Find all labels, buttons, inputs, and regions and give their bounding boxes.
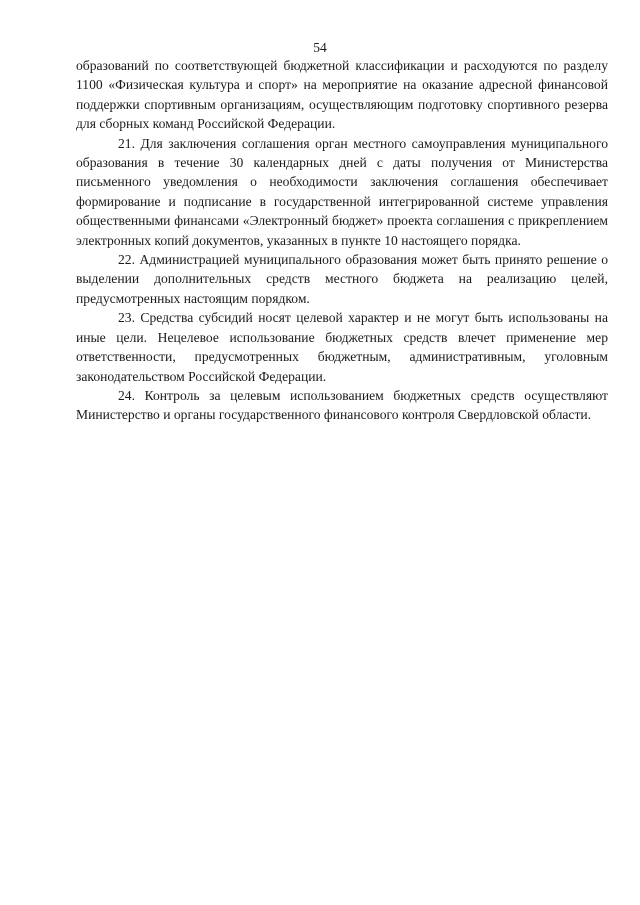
paragraph-continuation: образований по соответствующей бюджетной классификации и расходуются по разделу 1100 «Физическая культура и спорт» на мероприятие на оказание адресной финансовой поддержки спортивным организациям, осуществляющим подготовку спортивного резерва для сборных команд Российской Федерации. bbox=[76, 58, 608, 132]
document-body bbox=[76, 56, 608, 425]
paragraph-item-23: 23. Средства субсидий носят целевой характер и не могут быть использованы на иные цели. Нецелевое использование бюджетных средств влечет применение мер ответственности, предусмотренных бюджетным, административным, уголовным законодательством Российской Федерации. bbox=[76, 310, 608, 384]
paragraph-item-24: 24. Контроль за целевым использованием бюджетных средств осуществляют Министерство и органы государственного финансового контроля Свердловской области. bbox=[76, 387, 608, 423]
paragraph-item-21: 21. Для заключения соглашения орган местного самоуправления муниципального образования в течение 30 календарных дней с даты получения от Министерства письменного уведомления о необходимости заключения соглашения обеспечивает формирование и подписание в государственной интегрированной системе управления общественными финансами «Электронный бюджет» проекта соглашения с прикреплением электронных копий документов, указанных в пункте 10 настоящего порядка. bbox=[76, 135, 608, 248]
page-number: 54 bbox=[313, 40, 327, 55]
paragraph-item-22: 22. Администрацией муниципального образования может быть принято решение о выделении дополнительных средств местного бюджета на реализацию целей, предусмотренных настоящим порядком. bbox=[76, 252, 608, 306]
